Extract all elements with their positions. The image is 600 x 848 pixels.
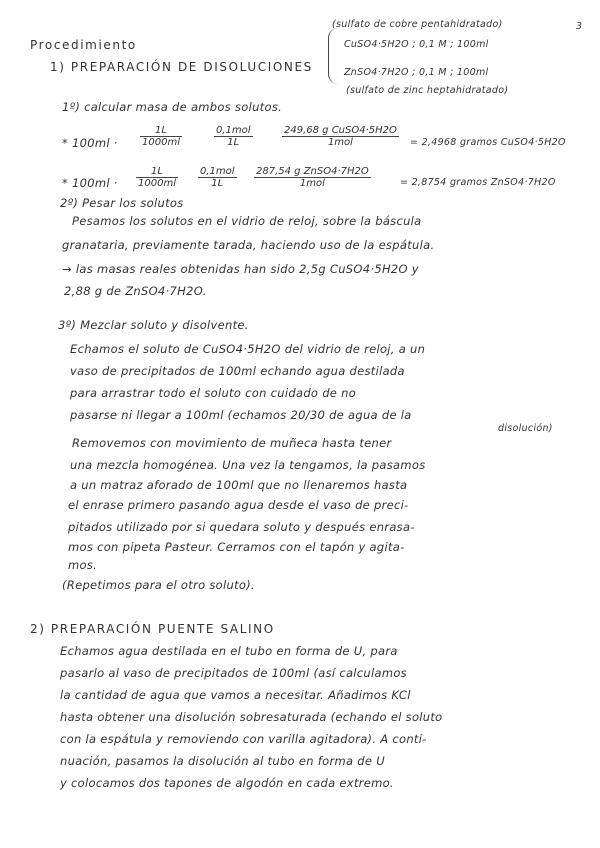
section2-line-6: nuación, pasamos la disolución al tubo en forma de U [60,754,385,768]
section2-line-4: hasta obtener una disolución sobresaturada (echando el soluto [60,710,443,724]
calc1-result: = 2,4968 gramos CuSO4·5H2O [410,137,566,148]
calc2-fraction-2 [198,166,237,189]
step3-line-2: vaso de precipitados de 100ml echando agua destilada [70,364,405,378]
step3-line-3: para arrastrar todo el soluto con cuidado de no [70,386,357,400]
section2-line-7: y colocamos dos tapones de algodón en cada extremo. [60,776,394,790]
section2-line-5: con la espátula y removiendo con varilla agitadora). A conti- [60,732,427,746]
calc2-f2-den: 1L [211,178,224,189]
calc2-f1-den: 1000ml [138,178,176,189]
step3-line-8: a un matraz aforado de 100ml que no llenaremos hasta [70,478,408,492]
section2-line-1: Echamos agua destilada en el tubo en forma de U, para [60,644,398,658]
step3-title: 3º) Mezclar soluto y disolvente. [58,318,249,332]
calc2-fraction-3 [254,166,371,189]
calc1-f1-num: 1L [140,125,182,137]
calc1-f1-den: 1000ml [142,137,180,148]
step3-line-13: (Repetimos para el otro soluto). [62,578,255,592]
calc2-f1-num: 1L [136,166,178,178]
calc1-fraction-1 [140,125,182,148]
step3-line-1: Echamos el soluto de CuSO4·5H2O del vidrio de reloj, a un [70,342,426,356]
step3-line-7: una mezcla homogénea. Una vez la tengamos, la pasamos [70,458,426,472]
calc2-f2-num: 0,1mol [200,166,235,177]
brace-bottom-note: (sulfato de zinc heptahidratado) [346,85,509,96]
calc1-fraction-2 [214,125,253,148]
section1-title: 1) PREPARACIÓN DE DISOLUCIONES [50,60,313,74]
calc2-result: = 2,8754 gramos ZnSO4·7H2O [400,177,556,188]
brace-item-cuso4: CuSO4·5H2O ; 0,1 M ; 100ml [344,39,489,50]
step2-line-1: Pesamos los solutos en el vidrio de reloj, sobre la báscula [72,214,422,228]
step3-line-9: el enrase primero pasando agua desde el vaso de preci- [68,498,409,512]
calc1-fraction-3 [282,125,399,148]
step3-line-6: Removemos con movimiento de muñeca hasta tener [72,436,392,450]
page-number: 3 [576,21,583,32]
step3-line-11: mos con pipeta Pasteur. Cerramos con el tapón y agita- [68,540,405,554]
step3-line-5: disolución) [498,423,553,434]
step2-line-3: → las masas reales obtenidas han sido 2,5g CuSO4·5H2O y [62,262,419,276]
step3-line-12: mos. [68,558,98,572]
calc2-fraction-1 [136,166,178,189]
calc2-f3-den: 1mol [299,178,325,189]
section2-line-2: pasarlo al vaso de precipitados de 100ml (así calculamos [60,666,407,680]
step2-line-2: granataria, previamente tarada, haciendo uso de la espátula. [62,238,435,252]
brace-symbol [328,28,339,84]
calc2-f3-num: 287,54 g ZnSO4·7H2O [256,166,369,177]
brace-item-znso4: ZnSO4·7H2O ; 0,1 M ; 100ml [344,67,489,78]
page-heading: Procedimiento [30,38,137,52]
step3-line-10: pitados utilizado por si quedara soluto y después enrasa- [68,520,415,534]
calc1-f2-num: 0,1mol [216,125,251,136]
calc1-f2-den: 1L [227,137,240,148]
step2-line-4: 2,88 g de ZnSO4·7H2O. [64,284,207,298]
section2-title: 2) PREPARACIÓN PUENTE SALINO [30,622,275,636]
step3-line-4: pasarse ni llegar a 100ml (echamos 20/30 de agua de la [70,408,412,422]
step2-title: 2º) Pesar los solutos [60,196,184,210]
brace-top-note: (sulfato de cobre pentahidratado) [332,19,503,30]
calc1-f3-den: 1mol [327,137,353,148]
calc1-lead: * 100ml · [62,136,118,150]
section2-line-3: la cantidad de agua que vamos a necesitar. Añadimos KCl [60,688,411,702]
calc2-lead: * 100ml · [62,176,118,190]
calc1-f3-num: 249,68 g CuSO4·5H2O [284,125,397,136]
step1-title: 1º) calcular masa de ambos solutos. [62,100,283,114]
